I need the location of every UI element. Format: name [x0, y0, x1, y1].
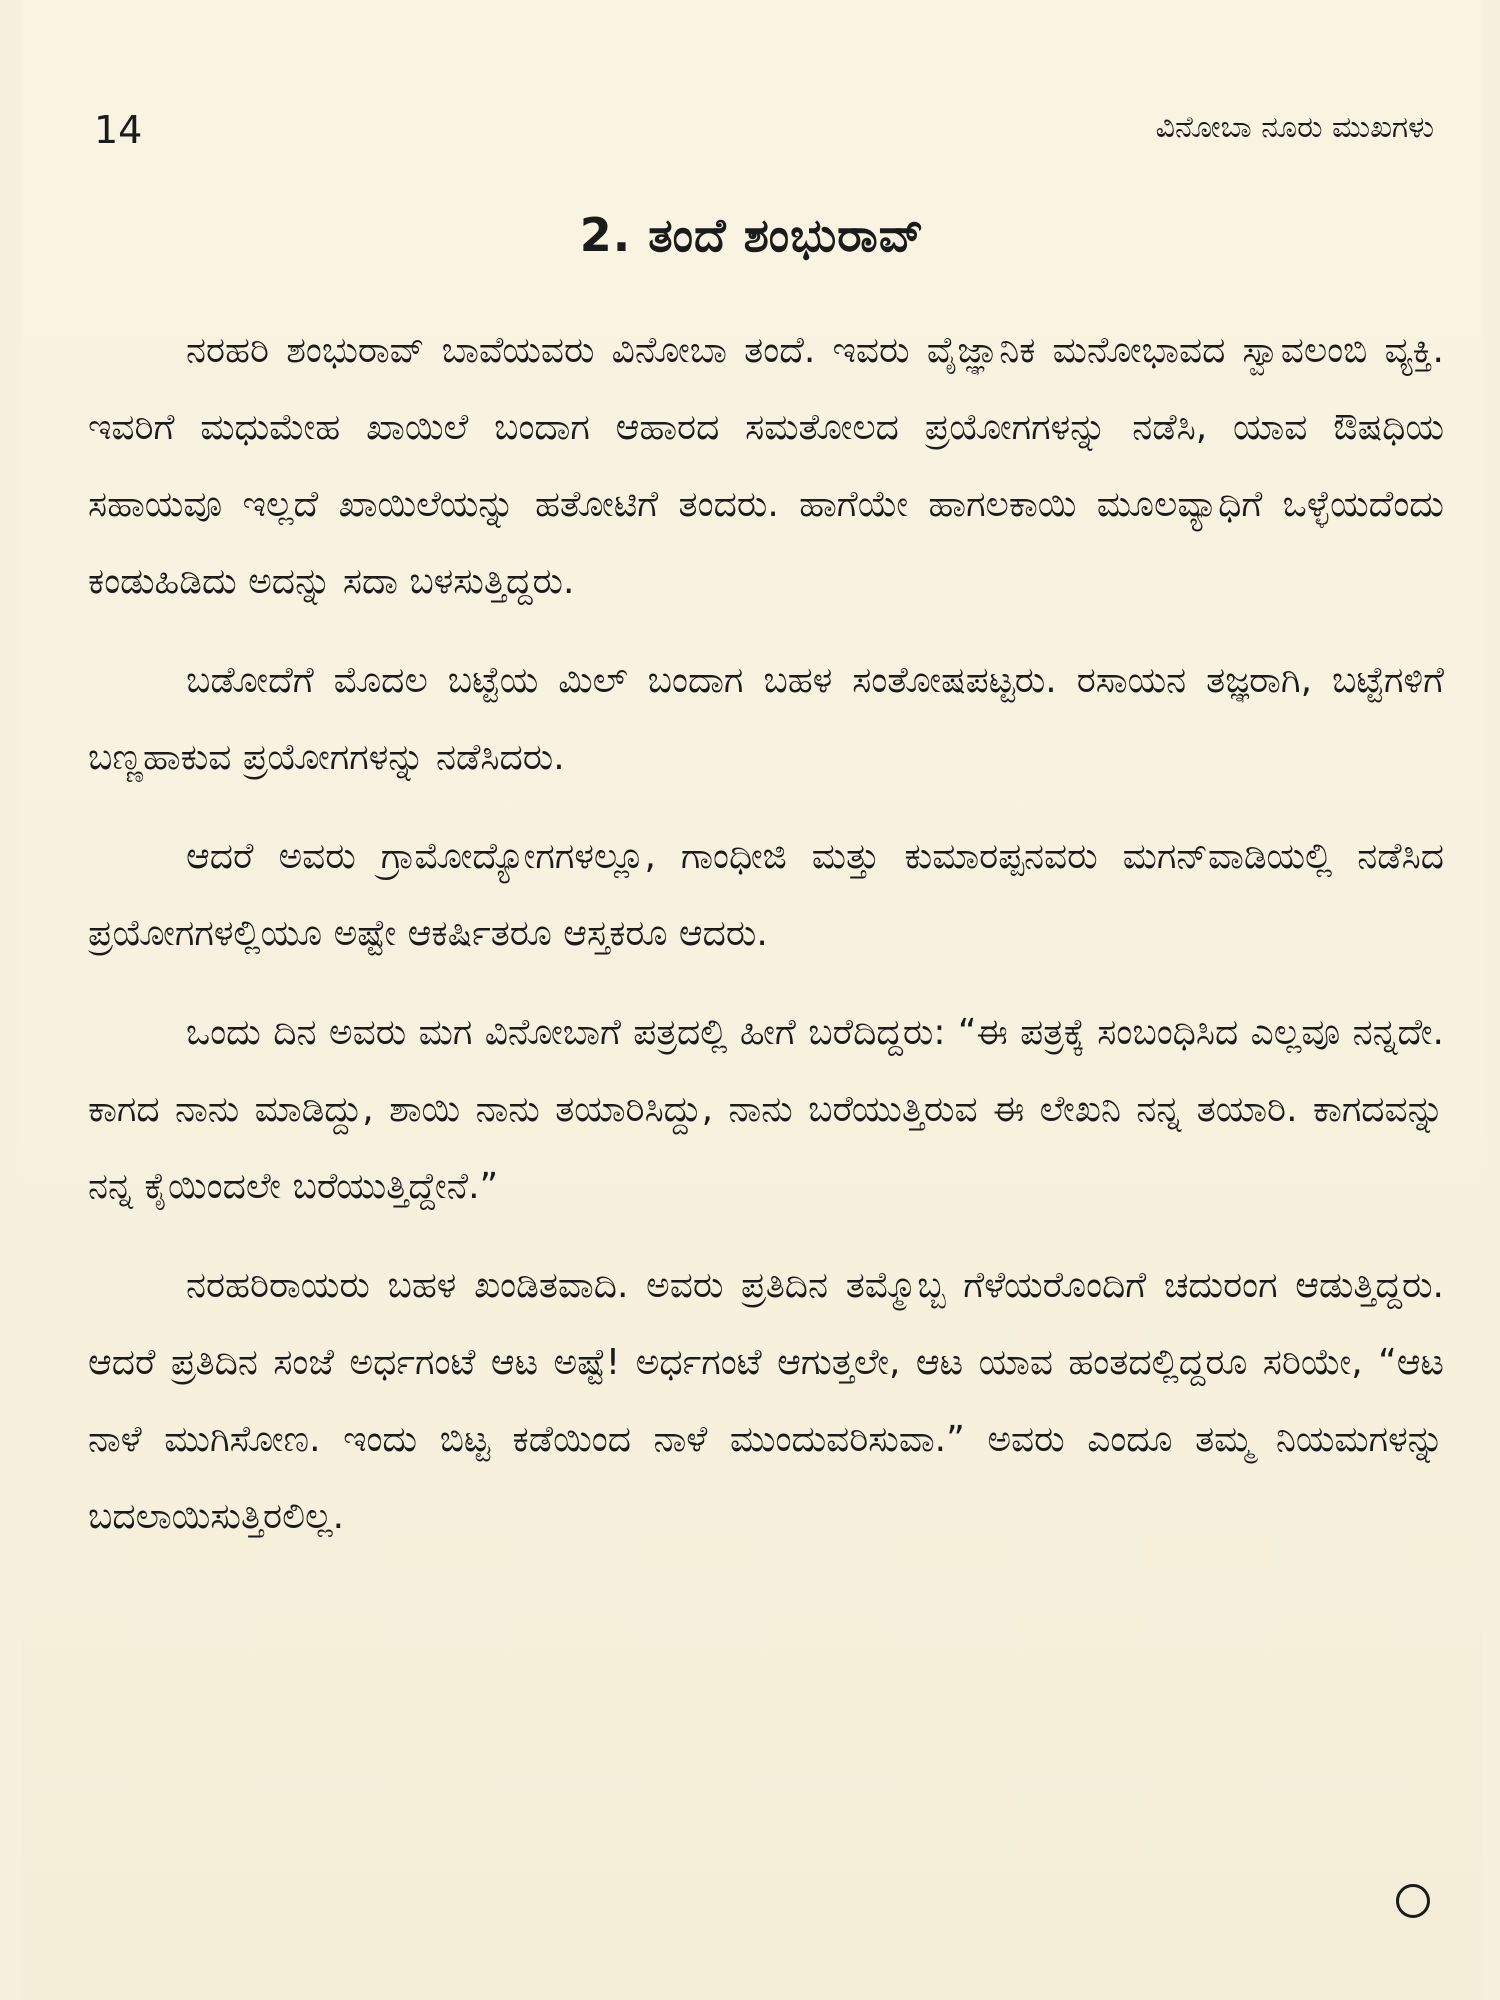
- paragraph: ಬಡೋದೆಗೆ ಮೊದಲ ಬಟ್ಟೆಯ ಮಿಲ್ ಬಂದಾಗ ಬಹಳ ಸಂತೋಷಪಟ್ಟರು. ರಸಾಯನ ತಜ್ಞರಾಗಿ, ಬಟ್ಟೆಗಳಿಗೆ ಬಣ್ಣಹಾಕುವ ಪ್ರಯೋಗಗಳನ್ನು ನಡೆಸಿದರು.: [88, 660, 1444, 778]
- section-end-circle-icon: [1396, 1884, 1430, 1918]
- paragraph: ನರಹರಿ ಶಂಭುರಾವ್ ಬಾವೆಯವರು ವಿನೋಬಾ ತಂದೆ. ಇವರು ವೈಜ್ಞಾನಿಕ ಮನೋಭಾವದ ಸ್ವಾವಲಂಬಿ ವ್ಯಕ್ತಿ. ಇವರಿಗೆ ಮಧುಮೇಹ ಖಾಯಿಲೆ ಬಂದಾಗ ಆಹಾರದ ಸಮತೋಲದ ಪ್ರಯೋಗಗಳನ್ನು ನಡೆಸಿ, ಯಾವ ಔಷಧಿಯ ಸಹಾಯವೂ ಇಲ್ಲದೆ ಖಾಯಿಲೆಯನ್ನು ಹತೋಟಿಗೆ ತಂದರು. ಹಾಗೆಯೇ ಹಾಗಲಕಾಯಿ ಮೂಲವ್ಯಾಧಿಗೆ ಒಳ್ಳೆಯದೆಂದು ಕಂಡುಹಿಡಿದು ಅದನ್ನು ಸದಾ ಬಳಸುತ್ತಿದ್ದರು.: [88, 330, 1444, 602]
- page-number: 14: [94, 108, 143, 152]
- book-page: [22, 0, 1482, 2000]
- page-header: [94, 100, 1434, 150]
- paragraph: ಆದರೆ ಅವರು ಗ್ರಾಮೋದ್ಯೋಗಗಳಲ್ಲೂ, ಗಾಂಧೀಜಿ ಮತ್ತು ಕುಮಾರಪ್ಪನವರು ಮಗನ್‌ವಾಡಿಯಲ್ಲಿ ನಡೆಸಿದ ಪ್ರಯೋಗಗಳಲ್ಲಿಯೂ ಅಷ್ಟೇ ಆಕರ್ಷಿತರೂ ಆಸ್ತಕರೂ ಆದರು.: [88, 836, 1444, 954]
- chapter-body: [88, 312, 1444, 1577]
- running-title: ವಿನೋಬಾ ನೂರು ಮುಖಗಳು: [1155, 110, 1434, 145]
- paragraph: ನರಹರಿರಾಯರು ಬಹಳ ಖಂಡಿತವಾದಿ. ಅವರು ಪ್ರತಿದಿನ ತಮ್ಮೊಬ್ಬ ಗೆಳೆಯರೊಂದಿಗೆ ಚದುರಂಗ ಆಡುತ್ತಿದ್ದರು. ಆದರೆ ಪ್ರತಿದಿನ ಸಂಜೆ ಅರ್ಧಗಂಟೆ ಆಟ ಅಷ್ಟೆ! ಅರ್ಧಗಂಟೆ ಆಗುತ್ತಲೇ, ಆಟ ಯಾವ ಹಂತದಲ್ಲಿದ್ದರೂ ಸರಿಯೇ, “ಆಟ ನಾಳೆ ಮುಗಿಸೋಣ. ಇಂದು ಬಿಟ್ಟ ಕಡೆಯಿಂದ ನಾಳೆ ಮುಂದುವರಿಸುವಾ.” ಅವರು ಎಂದೂ ತಮ್ಮ ನಿಯಮಗಳನ್ನು ಬದಲಾಯಿಸುತ್ತಿರಲಿಲ್ಲ.: [88, 1265, 1444, 1537]
- chapter-title: 2. ತಂದೆ ಶಂಭುರಾವ್: [579, 208, 925, 262]
- paragraph: ಒಂದು ದಿನ ಅವರು ಮಗ ವಿನೋಬಾಗೆ ಪತ್ರದಲ್ಲಿ ಹೀಗೆ ಬರೆದಿದ್ದರು: “ಈ ಪತ್ರಕ್ಕೆ ಸಂಬಂಧಿಸಿದ ಎಲ್ಲವೂ ನನ್ನದೇ. ಕಾಗದ ನಾನು ಮಾಡಿದ್ದು, ಶಾಯಿ ನಾನು ತಯಾರಿಸಿದ್ದು, ನಾನು ಬರೆಯುತ್ತಿರುವ ಈ ಲೇಖನಿ ನನ್ನ ತಯಾರಿ. ಕಾಗದವನ್ನು ನನ್ನ ಕೈಯಿಂದಲೇ ಬರೆಯುತ್ತಿದ್ದೇನೆ.”: [88, 1012, 1444, 1207]
